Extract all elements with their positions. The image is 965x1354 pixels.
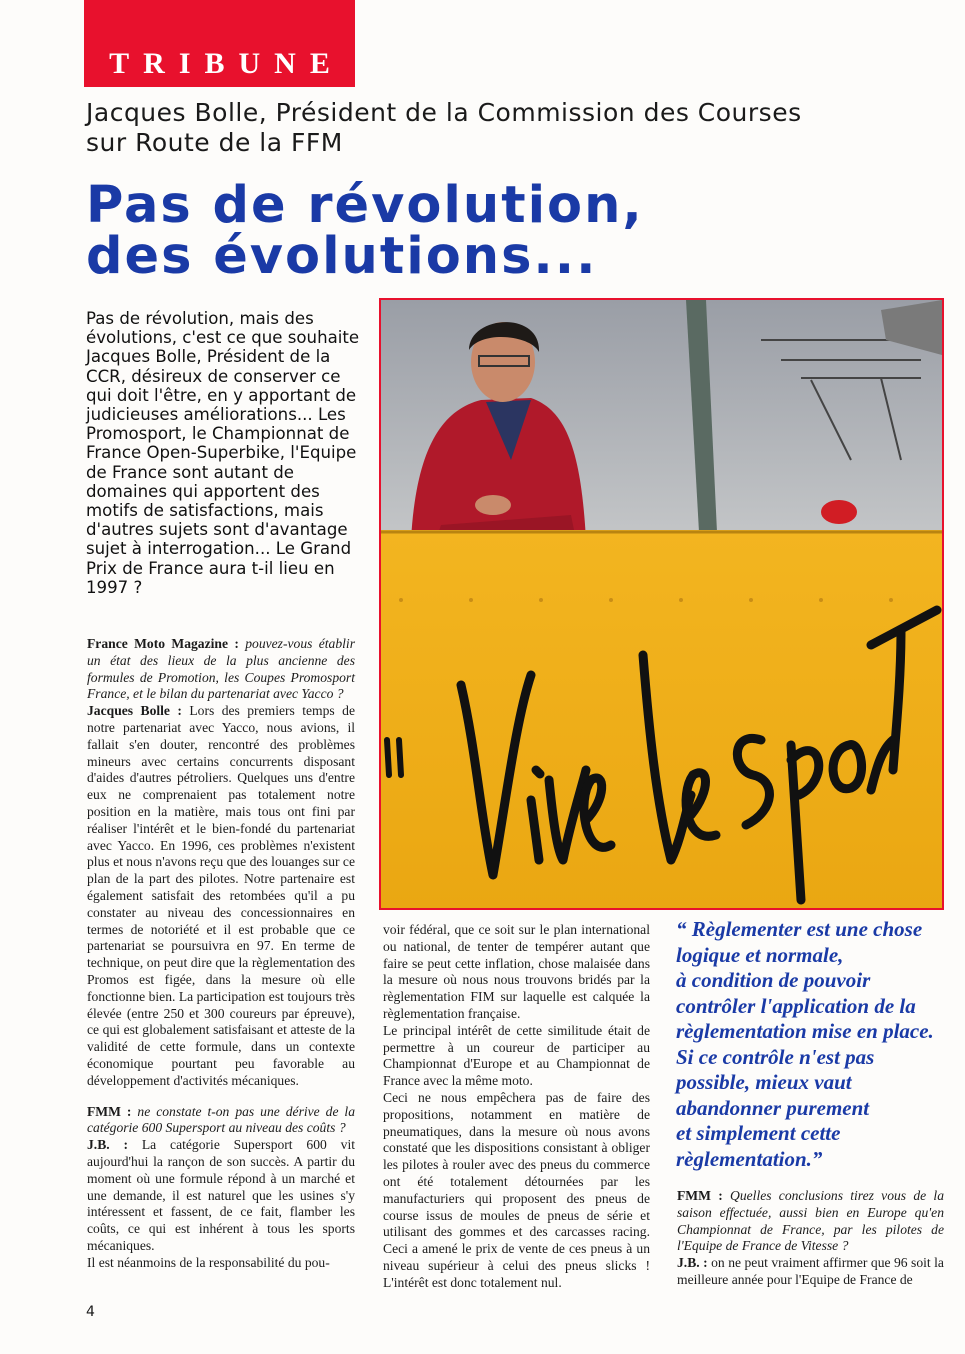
speaker-label: J.B. :	[677, 1255, 708, 1271]
headline-line-1: Pas de révolution,	[86, 176, 644, 235]
paragraph: voir fédéral, que ce soit sur le plan international ou national, de tenter de tempérer autant que faire se peut cette inflation, chose malaisée dans la mesure où nous nous trouvons bridés par la règlementation FIM sur laquelle est calquée la règlementation française.	[383, 922, 650, 1021]
article-headline	[86, 176, 866, 286]
speaker-label: FMM :	[677, 1188, 723, 1203]
answer-text: La catégorie Supersport 600 vit aujourd'hui la rançon de son succès. A partir du moment où une formule répond à un marché et une demande, il est naturel que les usines s'y intéressent et fassent, de ce fait, flamber les coûts, ce qui est inhérent à tous les sports mécaniques.	[87, 1137, 355, 1253]
article-lead: Pas de révolution, mais des évolutions, c'est ce que souhaite Jacques Bolle, Président de la CCR, désireux de conserver ce qui doit l'être, en y apportant de judicieuses améliorations... Les Promosport, le Championnat de France Open-Superbike, l'Equipe de France sont autant de domaines qui apportent des motifs de satisfactions, mais d'autres sujets sont d'avantage sujet à interrogation... Le Grand Prix de France aura t-il lieu en 1997 ?	[86, 309, 360, 597]
article-column-2	[383, 922, 650, 1292]
speaker-label: J.B. :	[87, 1137, 129, 1153]
pull-quote: “ Règlementer est une chose logique et normale, à condition de pouvoir contrôler l'application de la règlementation mise en place. Si ce contrôle n'est pas possible, mieux vaut abandonner purement et simplement cette règlementation.”	[676, 917, 934, 1171]
question-text: ne constate t-on pas une dérive de la catégorie 600 Supersport au niveau des coûts ?	[87, 1103, 356, 1136]
paragraph: Ceci ne nous empêchera pas de faire des propositions, notamment en matière de pneumatiques, dans la mesure où nous avons constaté que les dispositions consistant à obliger les pilotes à rouler avec des pneus du commerce ont été totalement détournées par les manufacturiers qui proposent des pneus de course issus de moules de pneus de série et utilisant des gommes et des carcasses racing. Ceci a amené le prix de vente de ces pneus à un niveau supérieur à celui des pneus slicks ! L'intérêt est donc totalement nul.	[383, 1089, 650, 1290]
speaker-label: Jacques Bolle :	[87, 703, 182, 719]
question-text: Quelles conclusions tirez vous de la saison effectuée, aussi bien en Europe qu'en Championnat de France, par les pilotes de l'Equipe de France de Vitesse ?	[677, 1188, 944, 1254]
question-text: pouvez-vous établir un état des lieux de la plus ancienne des formules de Promotion, les Coupes Promosport France, et le bilan du partenariat avec Yacco ?	[87, 636, 355, 702]
article-kicker: Jacques Bolle, Président de la Commission des Courses sur Route de la FFM	[86, 98, 802, 157]
speaker-label: FMM :	[87, 1103, 132, 1119]
article-column-3	[677, 1188, 944, 1289]
answer-text: Lors des premiers temps de notre partenariat avec Yacco, nous avions, il fallait s'en douter, rencontré des problèmes mineurs avec certains concurrents disposant d'aides d'autres pétroliers. Quelques uns d'entre eux ne comprenaient pas totalement notre position en la matière, mais tous ont fini par réaliser l'intérêt et le bien-fondé du partenariat avec Yacco. En 1996, ces problèmes n'existent plus et nous n'avons reçu que des louanges sur ce plan de la part des pilotes. Notre partenaire est également satisfait des retombées qu'il a pu constater au niveau des concessionnaires en termes de notoriété et il est probable que ce partenariat se poursuivra en 97. En terme de technique, on peut dire que la règlementation des Promos est figée, dans la mesure où elle fonctionne bien. La participation est toujours très élevée (entre 250 et 300 coureurs par épreuve), ce qui est globalement satisfaisant et atteste de la validité de cette formule, dans un contexte économique pourtant peu favorable au développement d'activités mécaniques.	[87, 703, 355, 1088]
answer-text: on ne peut vraiment affirmer que 96 soit la meilleure année pour l'Equipe de France de	[677, 1255, 944, 1287]
article-photo	[379, 298, 944, 910]
speaker-label: France Moto Magazine :	[87, 636, 239, 651]
section-rubric: TRIBUNE	[84, 0, 355, 87]
headline-line-2: des évolutions...	[86, 227, 598, 286]
paragraph: Le principal intérêt de cette similitude était de permettre à un coureur de participer au Championnat d'Europe et au Championnat de France avec la même moto.	[383, 1022, 650, 1089]
page-number: 4	[86, 1304, 95, 1320]
article-column-1	[87, 636, 355, 1271]
answer-text: Il est néanmoins de la responsabilité du pou-	[87, 1254, 330, 1270]
